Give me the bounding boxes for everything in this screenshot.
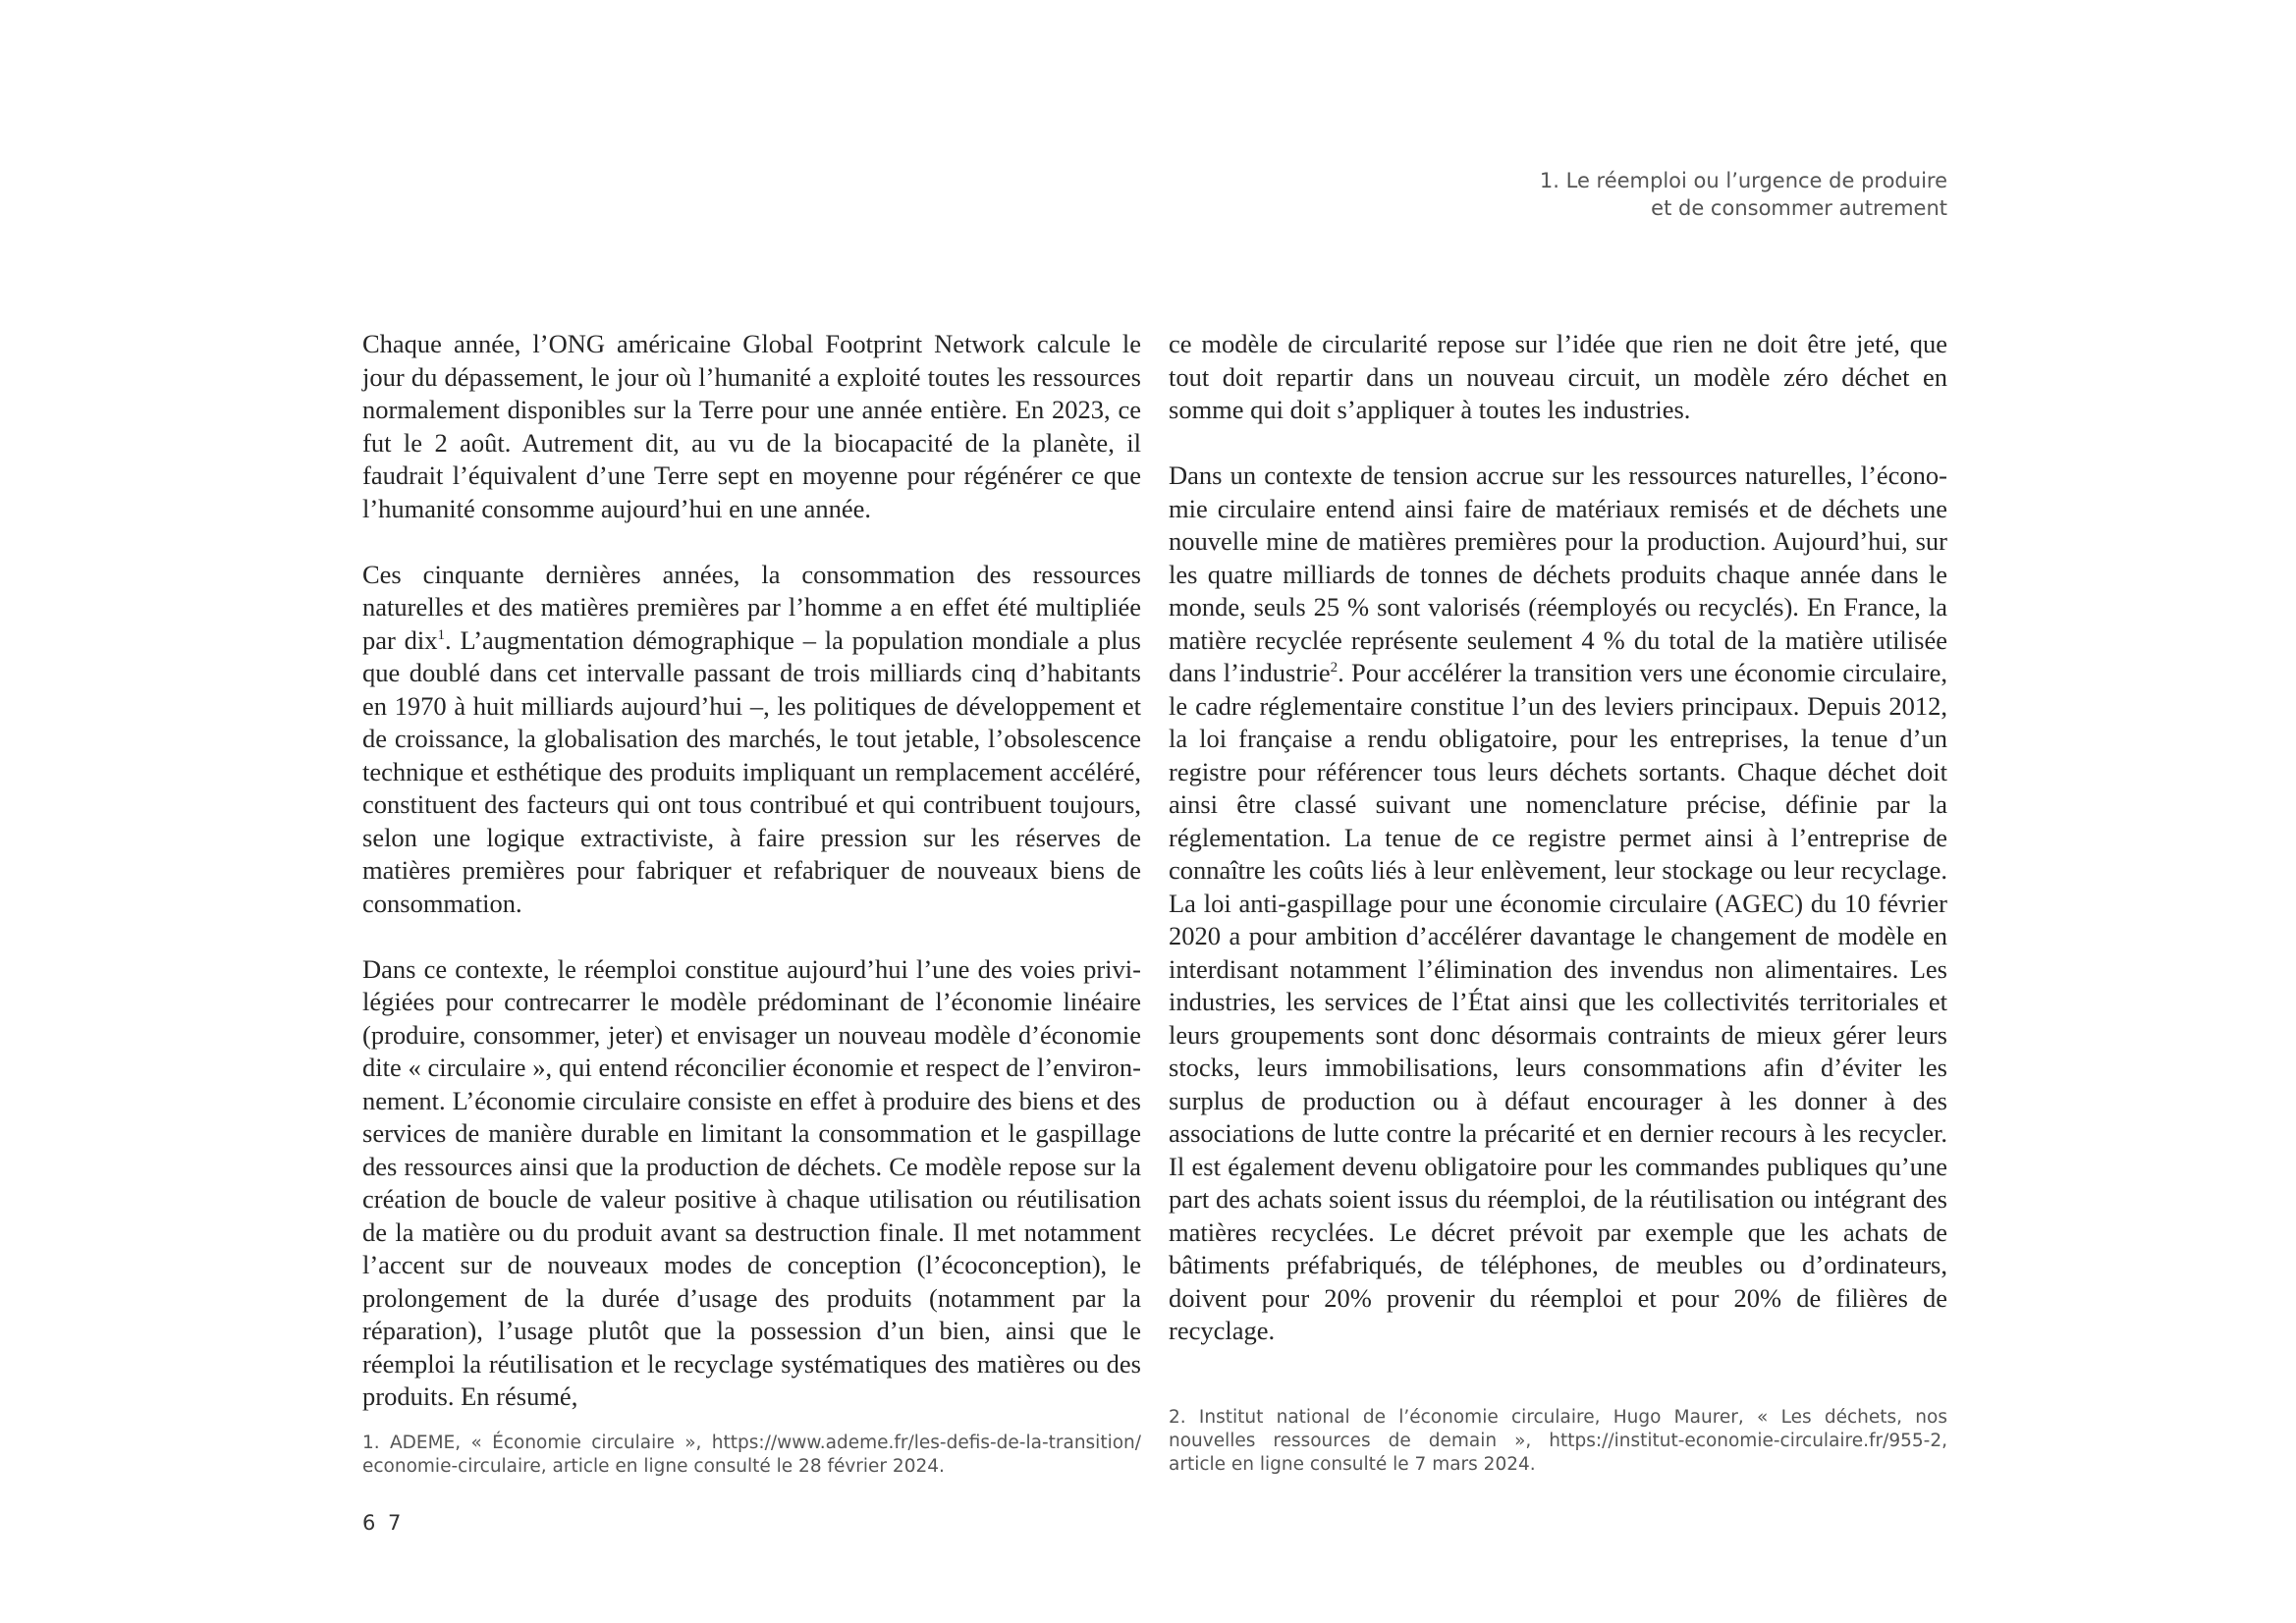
footnote-2: 2. Institut national de l’économie circulaire, Hugo Maurer, « Les déchets, nos nouvelles ressources de demain », https://institut-economie-circulaire.fr/955-2, article en ligne consulté le 7 mars 2024. <box>1169 1407 1947 1475</box>
left-text-column <box>362 328 1141 1414</box>
left-paragraph-3: Dans ce contexte, le réemploi constitue aujourd’hui l’une des voies privilégiées pour contrecarrer le modèle prédominant de l’économie linéaire (produire, consommer, jeter) et envisager un nouveau modèle d’économie dite « circulaire », qui entend réconcilier économie et respect de l’environnement. L’économie circulaire consiste en effet à produire des biens et des services de manière durable en limitant la consommation et le gaspillage des ressources ainsi que la production de déchets. Ce modèle repose sur la création de boucle de valeur positive à chaque utilisation ou réutilisation de la matière ou du produit avant sa destruction finale. Il met notamment l’accent sur de nouveaux modes de conception (l’écoconception), le prolongement de la durée d’usage des produits (notamment par la réparation), l’usage plutôt que la possession d’un bien, ainsi que le réemploi la réutilisation et le recyclage systématiques des matières ou des produits. En résumé, <box>362 953 1141 1411</box>
right-paragraph-2 <box>1169 460 1947 1348</box>
left-paragraph-1: Chaque année, l’ONG américaine Global Footprint Network calcule le jour du dépassement, le jour où l’humanité a exploité toutes les ressources normalement disponibles sur la Terre pour une année entière. En 2023, ce fut le 2 août. Autrement dit, au vu de la biocapacité de la planète, il faudrait l’équivalent d’une Terre sept en moyenne pour régénérer ce que l’humanité consomme aujourd’hui en une année. <box>362 329 1141 523</box>
footnote-1: 1. ADEME, « Économie circulaire », https://www.ademe.fr/les-defis-de-la-transition/ economie-circulaire, article en ligne consulté le 28 février 2024. <box>362 1433 1141 1477</box>
right-text-column <box>1169 328 1947 1348</box>
footnote-ref-2[interactable]: 2 <box>1330 660 1339 676</box>
right-paragraph-1: ce modèle de circularité repose sur l’idée que rien ne doit être jeté, que tout doit repartir dans un nouveau circuit, un modèle zéro déchet en somme qui doit s’appliquer à toutes les industries. <box>1169 329 1947 424</box>
left-paragraph-2 <box>362 559 1141 921</box>
footnote-ref-1[interactable]: 1 <box>437 626 446 643</box>
left-paragraph-2-text-a: Ces cinquante dernières années, la consommation des ressources naturelles et des matières premières par l’homme a en effet été multipliée par dix <box>362 559 1141 655</box>
left-paragraph-2-text-b: . L’augmentation démographique – la population mondiale a plus que doublé dans cet intervalle passant de trois milliards cinq d’habitants en 1970 à huit milliards aujourd’hui –, les politiques de développement et de croissance, la globalisation des marchés, le tout jetable, l’obsolescence technique et esthétique des produits impliquant un remplacement accéléré, constituent des facteurs qui ont tous contribué et qui contribuent toujours, selon une logique extractiviste, à faire pression sur les réserves de matières premières pour fabriquer et refabriquer de nouveaux biens de consommation. <box>362 624 1141 918</box>
right-paragraph-2-text-b: . Pour accélérer la transition vers une économie circulaire, le cadre réglementaire constitue l’un des leviers principaux. Depuis 2012, la loi française a rendu obligatoire, pour les entreprises, la tenue d’un registre pour référencer tous leurs déchets sortants. Chaque déchet doit ainsi être classé suivant une nomenclature précise, définie par la réglementation. La tenue de ce registre permet ainsi à l’entreprise de connaître les coûts liés à leur enlèvement, leur stockage ou leur recyclage. La loi anti-gaspillage pour une économie circulaire (AGEC) du 10 février 2020 a pour ambition d’accélérer davantage le changement de modèle en interdisant notamment l’élimination des invendus non alimentaires. Les industries, les services de l’État ainsi que les collectivités territoriales et leurs groupements sont donc désormais contraints de mieux gérer leurs stocks, leurs immobilisations, leurs consommations afin d’éviter les surplus de production ou à défaut encourager à les donner à des associations de lutte contre la précarité et en dernier recours à les recycler. Il est également devenu obligatoire pour les commandes publiques qu’une part des achats soient issus du réemploi, de la réutilisation ou intégrant des matières recyclées. Le décret prévoit par exemple que les achats de bâtiments préfabriqués, de téléphones, de meubles ou d’ordinateurs, doivent pour 20% provenir du réemploi et pour 20% de filières de recyclage. <box>1169 658 1948 1345</box>
running-head-line-2: et de consommer autrement <box>1651 196 1947 220</box>
running-head <box>1540 167 1947 222</box>
right-paragraph-2-text-a: Dans un contexte de tension accrue sur les ressources naturelles, l’économie circulaire entend ainsi faire de matériaux remisés et de déchets une nouvelle mine de matières premières pour la production. Aujourd’hui, sur les quatre milliards de tonnes de déchets produits chaque année dans le monde, seuls 25 % sont valorisés (réemployés ou recyclés). En France, la matière recyclée représente seulement 4 % du total de la matière utilisée dans l’industrie <box>1169 460 1947 687</box>
page-number: 6 7 <box>362 1511 405 1535</box>
running-head-line-1: 1. Le réemploi ou l’urgence de produire <box>1539 169 1947 192</box>
